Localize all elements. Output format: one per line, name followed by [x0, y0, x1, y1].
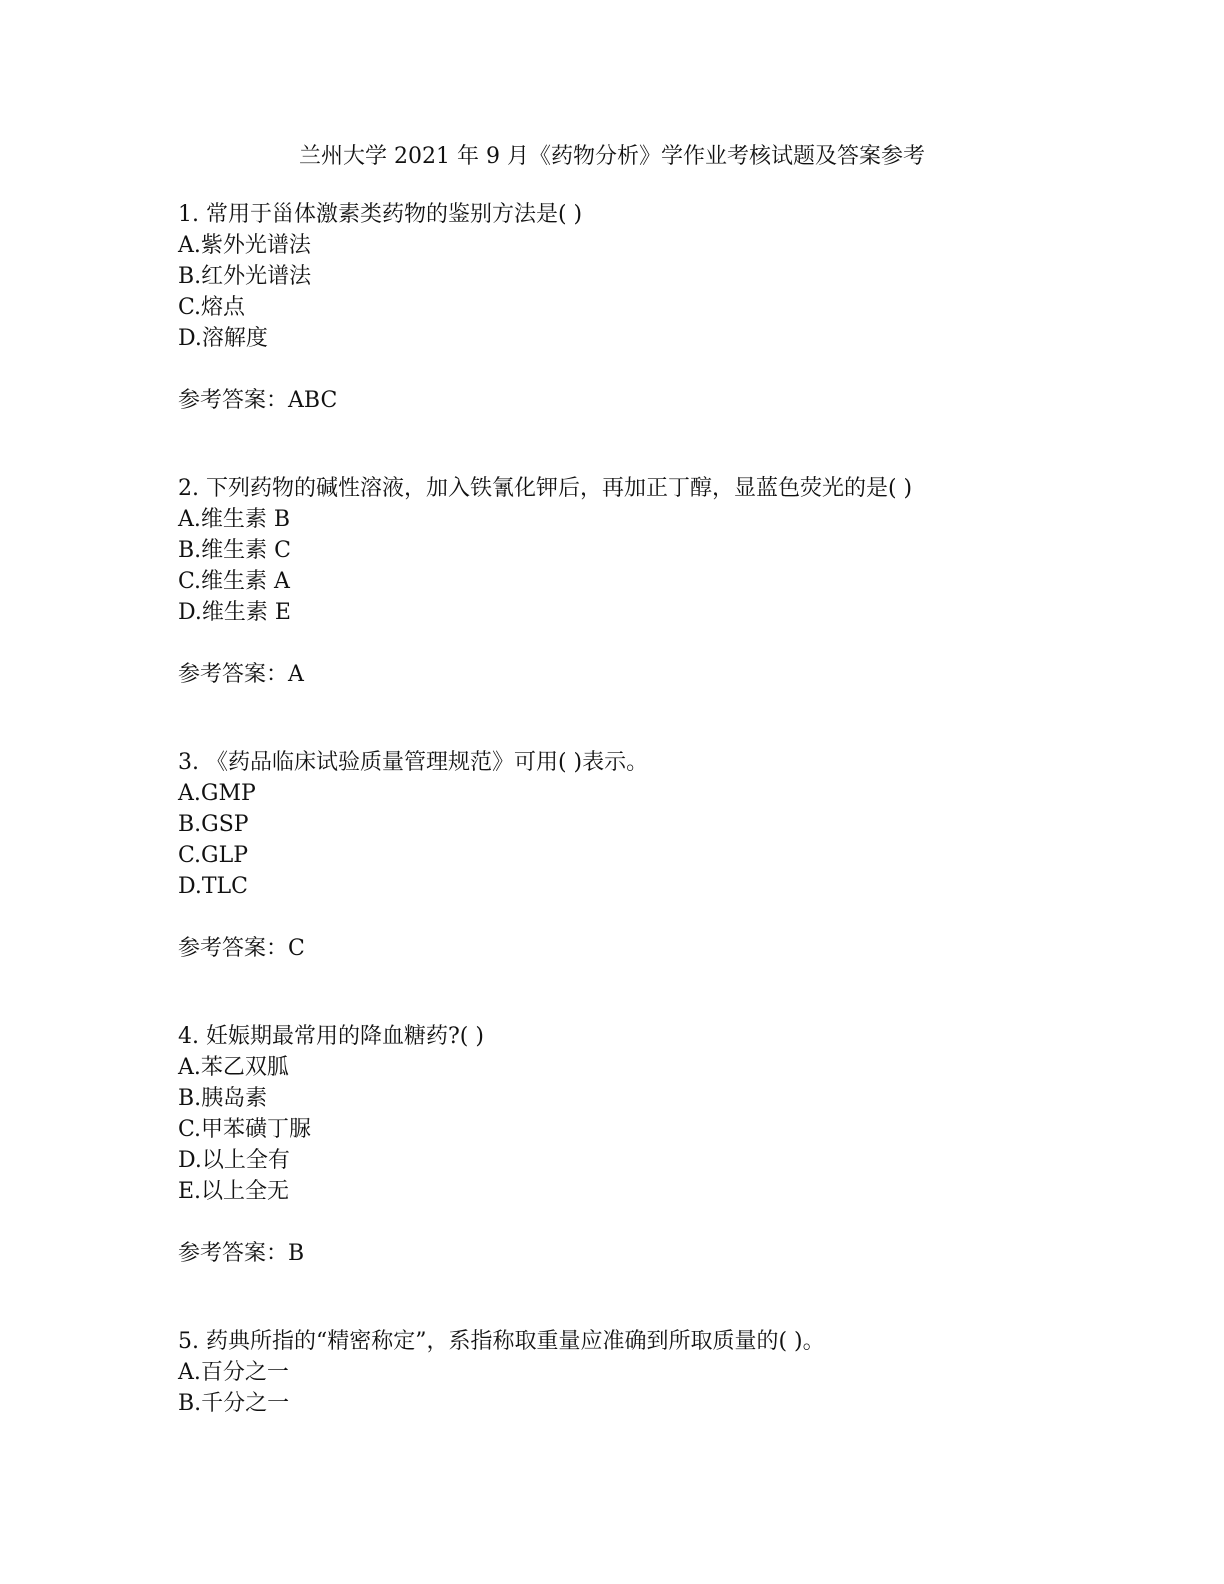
option-a: A.GMP [178, 781, 256, 806]
question-stem: 3. 《药品临床试验质量管理规范》可用( )表示。 [178, 750, 649, 775]
option-e: E.以上全无 [178, 1179, 290, 1204]
question-5 [178, 1326, 1078, 1419]
question-3 [178, 747, 1078, 964]
option-d: D.维生素 E [178, 600, 291, 625]
answer-value: B [288, 1241, 305, 1266]
reference-answer [178, 385, 1078, 416]
page-title: 兰州大学 2021 年 9 月《药物分析》学作业考核试题及答案参考 [299, 144, 925, 169]
question-stem: 5. 药典所指的“精密称定”，系指称取重量应准确到所取质量的( )。 [178, 1329, 825, 1354]
option-d: D.溶解度 [178, 326, 268, 351]
answer-label: 参考答案： [178, 388, 289, 413]
option-a: A.苯乙双胍 [178, 1055, 289, 1080]
option-a: A.百分之一 [178, 1360, 289, 1385]
answer-value: A [288, 662, 304, 687]
question-1 [178, 199, 1078, 416]
option-d: D.以上全有 [178, 1148, 290, 1173]
option-c: C.GLP [178, 843, 249, 868]
question-4 [178, 1021, 1078, 1269]
option-c: C.甲苯磺丁脲 [178, 1117, 312, 1142]
answer-label: 参考答案： [178, 936, 289, 961]
question-stem: 2. 下列药物的碱性溶液，加入铁氰化钾后，再加正丁醇，显蓝色荧光的是( ) [178, 476, 913, 501]
option-b: B.GSP [178, 812, 249, 837]
answer-label: 参考答案： [178, 1241, 289, 1266]
reference-answer [178, 933, 1078, 964]
question-stem: 4. 妊娠期最常用的降血糖药?( ) [178, 1024, 484, 1049]
question-2 [178, 473, 1078, 690]
answer-label: 参考答案： [178, 662, 289, 687]
option-a: A.紫外光谱法 [178, 233, 311, 258]
reference-answer [178, 1238, 1078, 1269]
reference-answer [178, 659, 1078, 690]
answer-value: C [288, 936, 305, 961]
option-b: B.红外光谱法 [178, 264, 312, 289]
question-stem: 1. 常用于甾体激素类药物的鉴别方法是( ) [178, 202, 583, 227]
answer-value: ABC [288, 388, 338, 413]
option-c: C.维生素 A [178, 569, 290, 594]
option-b: B.胰岛素 [178, 1086, 268, 1111]
option-a: A.维生素 B [178, 507, 291, 532]
option-d: D.TLC [178, 874, 248, 899]
option-b: B.维生素 C [178, 538, 291, 563]
option-b: B.千分之一 [178, 1391, 290, 1416]
option-c: C.熔点 [178, 295, 246, 320]
